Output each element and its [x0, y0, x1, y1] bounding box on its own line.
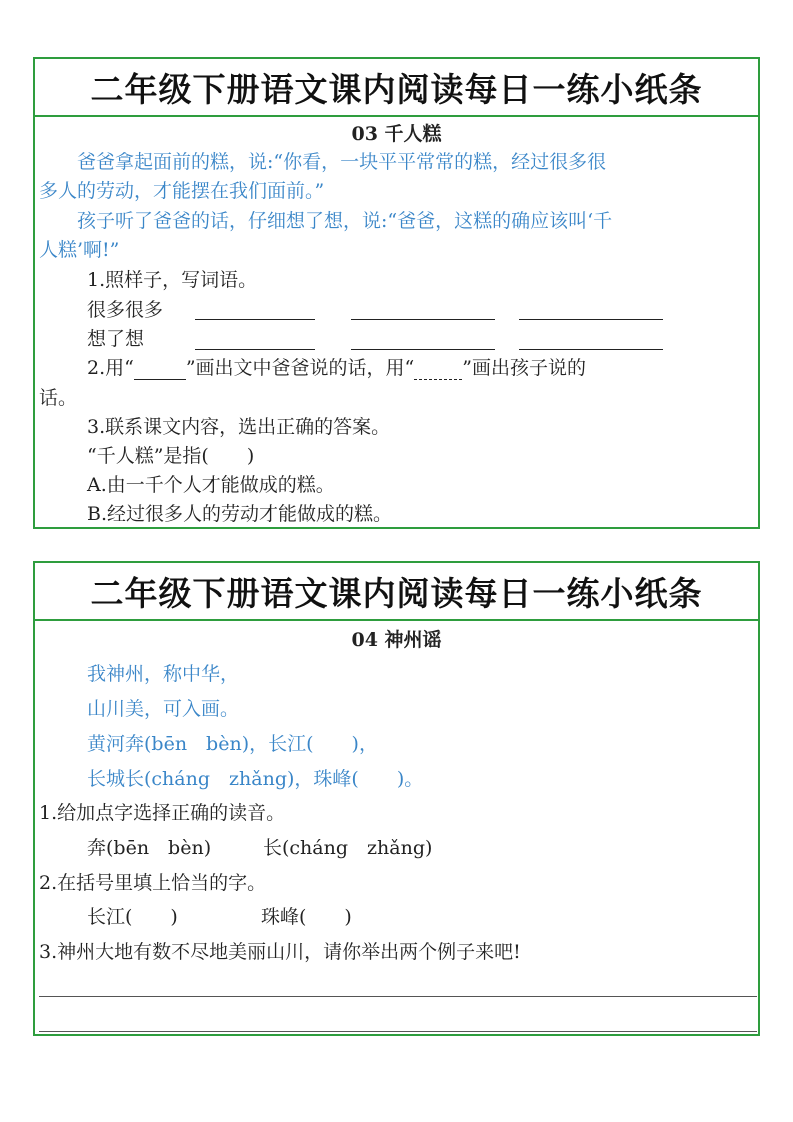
worksheet-card-2 — [33, 561, 760, 1036]
poem-line: 我神州，称中华， — [87, 663, 240, 685]
question-2: 2.在括号里填上恰当的字。 — [39, 872, 267, 894]
pinyin-choice-2[interactable]: 长(cháng zhǎng) — [263, 837, 433, 859]
poem-line: 长城长(cháng zhǎng)，珠峰( )。 — [87, 768, 424, 790]
answer-blank[interactable] — [519, 321, 663, 350]
question-3: 3.联系课文内容，选出正确的答案。 — [87, 416, 391, 438]
question-1: 1.照样子，写词语。 — [87, 269, 258, 291]
example-word-2: 想了想 — [87, 328, 145, 350]
passage-line: 爸爸拿起面前的糕，说:“你看，一块平平常常的糕，经过很多很 — [39, 151, 607, 173]
question-3: 3.神州大地有数不尽地美丽山川，请你举出两个例子来吧! — [39, 941, 521, 963]
example-word-1: 很多很多 — [87, 299, 164, 321]
question-2-cont: 话。 — [39, 387, 78, 409]
card-header: 二年级下册语文课内阅读每日一练小纸条 — [35, 563, 758, 621]
passage-line: 人糕’啊!” — [39, 239, 120, 261]
question-3-stem: “千人糕”是指( ) — [87, 445, 255, 467]
solid-underline-sample — [134, 363, 186, 380]
q2-text-a: 2.用“ — [87, 357, 134, 379]
answer-line[interactable] — [39, 996, 757, 997]
answer-blank[interactable] — [351, 321, 495, 350]
fill-blank-1[interactable]: 长江( ) — [87, 906, 178, 928]
answer-blank[interactable] — [195, 291, 315, 320]
dashed-underline-sample — [414, 365, 462, 380]
fill-blank-2[interactable]: 珠峰( ) — [261, 906, 352, 928]
passage-line: 孩子听了爸爸的话，仔细想了想，说:“爸爸，这糕的确应该叫‘千 — [39, 210, 613, 232]
poem-line: 黄河奔(bēn bèn)，长江( )， — [87, 733, 378, 755]
question-2 — [87, 353, 586, 380]
worksheet-card-1 — [33, 57, 760, 529]
option-b[interactable]: B.经过很多人的劳动才能做成的糕。 — [87, 503, 393, 525]
card-header: 二年级下册语文课内阅读每日一练小纸条 — [35, 59, 758, 117]
lesson-title: 04 神州谣 — [351, 629, 442, 651]
lesson-title: 03 千人糕 — [351, 123, 442, 145]
answer-blank[interactable] — [195, 321, 315, 350]
passage-line: 多人的劳动，才能摆在我们面前。” — [39, 180, 325, 202]
poem-line: 山川美，可入画。 — [87, 698, 240, 720]
q2-text-b: ”画出文中爸爸说的话，用“ — [185, 357, 415, 379]
q2-text-c: ”画出孩子说的 — [462, 357, 586, 379]
question-1: 1.给加点字选择正确的读音。 — [39, 802, 286, 824]
answer-blank[interactable] — [519, 291, 663, 320]
option-a[interactable]: A.由一千个人才能做成的糕。 — [87, 474, 335, 496]
pinyin-choice-1[interactable]: 奔(bēn bèn) — [87, 837, 212, 859]
answer-blank[interactable] — [351, 291, 495, 320]
answer-line[interactable] — [39, 1031, 757, 1032]
